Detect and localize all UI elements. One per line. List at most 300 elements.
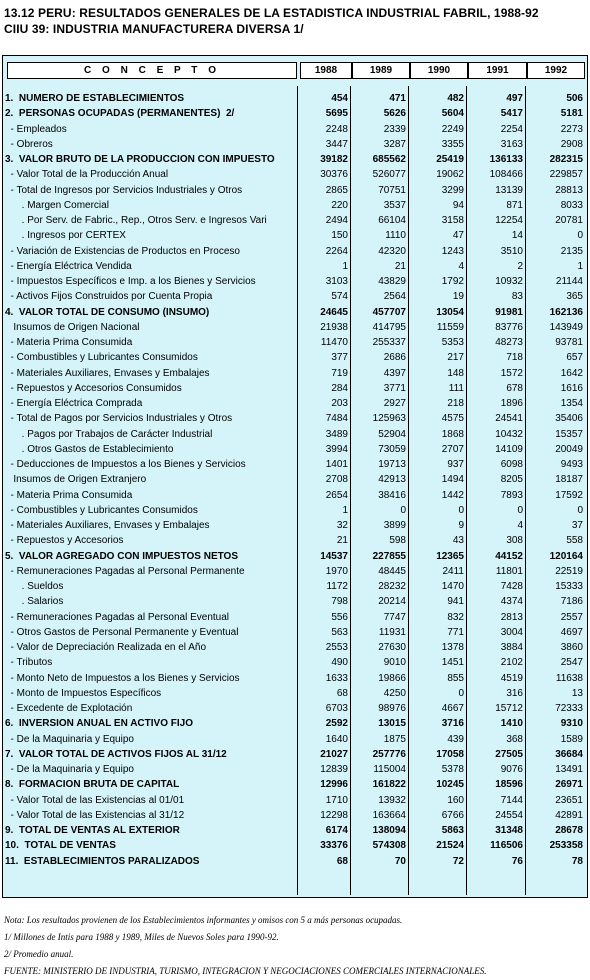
cell-1992: 2557 xyxy=(560,611,583,623)
cell-1991: 27505 xyxy=(495,748,523,760)
row-label: 4. VALOR TOTAL DE CONSUMO (INSUMO) xyxy=(5,306,210,318)
cell-1991: 678 xyxy=(506,382,523,394)
table-row xyxy=(3,350,587,365)
table-row xyxy=(3,732,587,747)
table-row xyxy=(3,122,587,137)
cell-1989: 52904 xyxy=(378,428,406,440)
row-label: 8. FORMACION BRUTA DE CAPITAL xyxy=(5,779,180,791)
cell-1991: 15712 xyxy=(495,703,523,714)
footnote-source: FUENTE: MINISTERIO DE INDUSTRIA, TURISMO, INTEGRACION Y NEGOCIACIONES COMERCIALES INTERNACIONALES. xyxy=(4,966,487,976)
cell-1988: 284 xyxy=(331,382,348,394)
cell-1990: 1243 xyxy=(441,245,464,257)
table-row xyxy=(3,640,587,655)
row-label: - Repuestos y Accesorios Consumidos xyxy=(5,382,182,394)
cell-1989: 1875 xyxy=(383,733,406,745)
table-row xyxy=(3,289,587,304)
cell-1992: 1589 xyxy=(560,733,583,745)
cell-1988: 2592 xyxy=(325,718,348,730)
cell-1991: 2813 xyxy=(500,611,523,623)
cell-1988: 2708 xyxy=(325,474,348,486)
header-year-1990: 1990 xyxy=(410,62,468,79)
cell-1989: 66104 xyxy=(378,215,406,226)
page-title xyxy=(4,5,539,37)
header-year-1989: 1989 xyxy=(352,62,410,79)
cell-1988: 14537 xyxy=(320,550,348,562)
cell-1990: 4667 xyxy=(441,703,464,714)
cell-1989: 38416 xyxy=(378,489,406,501)
cell-1988: 21 xyxy=(336,535,348,547)
table-row xyxy=(3,228,587,243)
table-header xyxy=(3,62,587,79)
cell-1988: 203 xyxy=(331,398,348,409)
cell-1990: 1494 xyxy=(441,474,464,486)
cell-1992: 558 xyxy=(566,535,583,547)
cell-1988: 32 xyxy=(336,520,348,531)
cell-1990: 771 xyxy=(447,626,464,638)
cell-1992: 8033 xyxy=(560,199,583,211)
cell-1989: 1110 xyxy=(385,230,406,242)
cell-1990: 3716 xyxy=(441,718,464,730)
cell-1989: 13015 xyxy=(378,718,406,730)
cell-1990: 1378 xyxy=(441,642,464,653)
footnote-2: 2/ Promedio anual. xyxy=(4,949,74,959)
table-row xyxy=(3,106,587,121)
cell-1990: 0 xyxy=(458,504,464,516)
cell-1991: 497 xyxy=(506,93,523,104)
cell-1992: 78 xyxy=(571,855,583,867)
cell-1989: 414795 xyxy=(372,321,406,333)
row-label: . Margen Comercial xyxy=(5,199,109,211)
cell-1990: 937 xyxy=(447,459,464,470)
cell-1988: 2248 xyxy=(325,123,348,135)
cell-1990: 439 xyxy=(447,733,464,745)
cell-1990: 217 xyxy=(447,352,464,364)
table-row xyxy=(3,137,587,152)
table-row xyxy=(3,335,587,350)
cell-1991: 3004 xyxy=(500,626,523,638)
row-label: . Otros Gastos de Establecimiento xyxy=(5,443,174,455)
cell-1991: 4374 xyxy=(500,596,523,608)
cell-1991: 24554 xyxy=(495,809,523,821)
cell-1988: 2264 xyxy=(325,245,348,257)
row-label: 2. PERSONAS OCUPADAS (PERMANENTES) 2/ xyxy=(5,108,235,120)
cell-1990: 3299 xyxy=(441,184,464,196)
cell-1988: 21938 xyxy=(320,321,348,333)
cell-1991: 48273 xyxy=(495,337,523,348)
cell-1990: 94 xyxy=(452,199,464,211)
cell-1992: 282315 xyxy=(549,154,583,165)
table-row xyxy=(3,442,587,457)
cell-1989: 70 xyxy=(394,855,406,867)
cell-1990: 5604 xyxy=(441,108,464,120)
table-row xyxy=(3,411,587,426)
cell-1992: 28813 xyxy=(555,184,583,196)
cell-1991: 4 xyxy=(517,520,523,531)
cell-1988: 12298 xyxy=(320,809,348,821)
row-label: 9. TOTAL DE VENTAS AL EXTERIOR xyxy=(5,825,180,836)
row-label: - Tributos xyxy=(5,657,53,669)
table-row xyxy=(3,777,587,792)
cell-1988: 68 xyxy=(336,687,348,699)
row-label: - Remuneraciones Pagadas al Personal Permanente xyxy=(5,565,245,577)
cell-1992: 506 xyxy=(566,93,583,104)
cell-1989: 48445 xyxy=(378,565,406,577)
cell-1991: 44152 xyxy=(495,550,523,562)
cell-1989: 28232 xyxy=(378,581,406,592)
cell-1992: 0 xyxy=(577,504,583,516)
row-label: - Valor de Depreciación Realizada en el Año xyxy=(5,642,207,653)
cell-1989: 3899 xyxy=(383,520,406,531)
cell-1988: 1 xyxy=(342,260,348,272)
cell-1992: 9310 xyxy=(560,718,583,730)
cell-1991: 6098 xyxy=(500,459,523,470)
table-row xyxy=(3,274,587,289)
cell-1989: 2564 xyxy=(383,291,406,303)
row-label: 10. TOTAL DE VENTAS xyxy=(5,840,116,852)
row-label: - Remuneraciones Pagadas al Personal Eventual xyxy=(5,611,230,623)
cell-1988: 3447 xyxy=(325,138,348,150)
cell-1989: 0 xyxy=(400,504,406,516)
table-row xyxy=(3,305,587,320)
table-row xyxy=(3,762,587,777)
cell-1989: 227855 xyxy=(372,550,406,562)
table-row xyxy=(3,488,587,503)
cell-1989: 19866 xyxy=(378,672,406,684)
row-label: - Excedente de Explotación xyxy=(5,703,133,714)
cell-1991: 308 xyxy=(506,535,523,547)
cell-1991: 31348 xyxy=(495,825,523,836)
table-row xyxy=(3,747,587,762)
cell-1988: 798 xyxy=(331,596,348,608)
cell-1988: 33376 xyxy=(320,840,348,852)
row-label: - Total de Pagos por Servicios Industriales y Otros xyxy=(5,413,233,425)
table-row xyxy=(3,183,587,198)
table-row xyxy=(3,610,587,625)
cell-1988: 5695 xyxy=(325,108,348,120)
cell-1991: 871 xyxy=(506,199,523,211)
footnote-1: 1/ Millones de Intis para 1988 y 1989, Miles de Nuevos Soles para 1990-92. xyxy=(4,932,279,942)
footnotes xyxy=(4,912,486,980)
cell-1990: 43 xyxy=(452,535,464,547)
cell-1990: 9 xyxy=(458,520,464,531)
cell-1988: 3994 xyxy=(325,443,348,455)
cell-1991: 2102 xyxy=(500,657,523,669)
cell-1991: 368 xyxy=(506,733,523,745)
cell-1992: 120164 xyxy=(549,550,583,562)
cell-1988: 563 xyxy=(331,626,348,638)
cell-1990: 21524 xyxy=(436,840,464,852)
cell-1991: 3163 xyxy=(500,138,523,150)
cell-1990: 855 xyxy=(447,672,464,684)
table-row xyxy=(3,564,587,579)
table-row xyxy=(3,793,587,808)
cell-1992: 229857 xyxy=(549,169,583,181)
cell-1991: 91981 xyxy=(495,306,523,318)
cell-1988: 150 xyxy=(331,230,348,242)
cell-1991: 718 xyxy=(506,352,523,364)
cell-1989: 471 xyxy=(389,93,406,104)
cell-1992: 15333 xyxy=(555,581,583,592)
cell-1990: 832 xyxy=(447,611,464,623)
cell-1990: 2249 xyxy=(441,123,464,135)
table-row xyxy=(3,472,587,487)
row-label: - Valor Total de las Existencias al 31/12 xyxy=(5,809,185,821)
table-row xyxy=(3,716,587,731)
table-row xyxy=(3,457,587,472)
cell-1990: 5863 xyxy=(441,825,464,836)
table-row xyxy=(3,701,587,716)
cell-1989: 2339 xyxy=(383,123,406,135)
cell-1990: 1792 xyxy=(441,276,464,287)
row-label: - Materia Prima Consumida xyxy=(5,337,133,348)
table-row xyxy=(3,838,587,853)
cell-1990: 4 xyxy=(458,260,464,272)
cell-1988: 1401 xyxy=(325,459,348,470)
cell-1992: 72333 xyxy=(555,703,583,714)
table-row xyxy=(3,808,587,823)
cell-1989: 138094 xyxy=(372,825,406,836)
cell-1992: 143949 xyxy=(549,321,583,333)
row-label: - Activos Fijos Construidos por Cuenta Propia xyxy=(5,291,213,303)
row-label: - Valor Total de la Producción Anual xyxy=(5,169,169,181)
cell-1992: 37 xyxy=(571,520,583,531)
table-row xyxy=(3,366,587,381)
row-label: - Otros Gastos de Personal Permanente y Eventual xyxy=(5,626,239,638)
cell-1992: 2547 xyxy=(560,657,583,669)
row-label: - Materia Prima Consumida xyxy=(5,489,133,501)
cell-1988: 24645 xyxy=(320,306,348,318)
cell-1988: 12996 xyxy=(320,779,348,791)
cell-1988: 6703 xyxy=(325,703,348,714)
row-label: - Energía Eléctrica Comprada xyxy=(5,398,143,409)
cell-1992: 36684 xyxy=(555,748,583,760)
cell-1992: 42891 xyxy=(555,809,583,821)
row-label: Insumos de Origen Nacional xyxy=(5,321,140,333)
table-row xyxy=(3,594,587,609)
cell-1989: 115004 xyxy=(373,764,406,775)
cell-1990: 12365 xyxy=(436,550,464,562)
cell-1991: 9076 xyxy=(500,764,523,775)
cell-1991: 1896 xyxy=(500,398,523,409)
cell-1988: 7484 xyxy=(325,413,348,425)
row-label: . Salarios xyxy=(5,596,64,608)
row-label: - Variación de Existencias de Productos en Proceso xyxy=(5,245,240,257)
cell-1988: 719 xyxy=(331,367,348,379)
cell-1989: 4397 xyxy=(383,367,406,379)
cell-1990: 218 xyxy=(447,398,464,409)
cell-1990: 72 xyxy=(452,855,464,867)
cell-1990: 0 xyxy=(458,687,464,699)
cell-1988: 30376 xyxy=(320,169,348,181)
cell-1988: 1 xyxy=(342,504,348,516)
cell-1992: 23651 xyxy=(555,794,583,806)
row-label: 5. VALOR AGREGADO CON IMPUESTOS NETOS xyxy=(5,550,238,562)
row-label: . Sueldos xyxy=(5,581,64,592)
cell-1988: 2865 xyxy=(325,184,348,196)
cell-1988: 2553 xyxy=(325,642,348,653)
cell-1992: 22519 xyxy=(555,565,583,577)
cell-1992: 2908 xyxy=(560,138,583,150)
header-year-1992: 1992 xyxy=(527,62,585,79)
row-label: 11. ESTABLECIMIENTOS PARALIZADOS xyxy=(5,855,200,867)
cell-1991: 2 xyxy=(517,260,523,272)
header-year-1991: 1991 xyxy=(468,62,527,79)
cell-1989: 19713 xyxy=(378,459,406,470)
cell-1991: 14109 xyxy=(495,443,523,455)
row-label: - De la Maquinaria y Equipo xyxy=(5,733,134,745)
cell-1989: 73059 xyxy=(378,443,406,455)
cell-1988: 21027 xyxy=(320,748,348,760)
row-label: Insumos de Origen Extranjero xyxy=(5,474,147,486)
cell-1991: 10432 xyxy=(495,428,523,440)
cell-1988: 11470 xyxy=(320,337,348,348)
cell-1990: 941 xyxy=(447,596,464,608)
table-row xyxy=(3,152,587,167)
cell-1988: 556 xyxy=(331,611,348,623)
table-row xyxy=(3,625,587,640)
cell-1990: 2411 xyxy=(442,565,464,577)
cell-1989: 9010 xyxy=(383,657,406,669)
cell-1991: 18596 xyxy=(495,779,523,791)
cell-1992: 20781 xyxy=(555,215,583,226)
table-row xyxy=(3,213,587,228)
cell-1992: 1 xyxy=(577,260,583,272)
row-label: - Materiales Auxiliares, Envases y Embalajes xyxy=(5,520,210,531)
row-label: 6. INVERSION ANUAL EN ACTIVO FIJO xyxy=(5,718,193,730)
cell-1992: 5181 xyxy=(560,108,583,120)
cell-1991: 0 xyxy=(517,504,523,516)
row-label: . Ingresos por CERTEX xyxy=(5,230,126,242)
cell-1992: 28678 xyxy=(555,825,583,836)
cell-1991: 12254 xyxy=(495,215,523,226)
cell-1989: 3287 xyxy=(383,138,406,150)
table-row xyxy=(3,854,587,869)
statistics-table xyxy=(2,55,588,898)
cell-1990: 1470 xyxy=(441,581,464,592)
cell-1992: 15357 xyxy=(555,428,583,440)
cell-1989: 43829 xyxy=(378,276,406,287)
cell-1989: 125963 xyxy=(372,413,406,425)
cell-1989: 3537 xyxy=(383,199,406,211)
cell-1992: 13 xyxy=(571,687,583,699)
footnote-nota: Nota: Los resultados provienen de los Establecimientos informantes y omisos con 5 a más personas ocupadas. xyxy=(4,915,403,925)
row-label: - Valor Total de las Existencias al 01/01 xyxy=(5,794,185,806)
cell-1988: 220 xyxy=(331,199,348,211)
cell-1992: 3860 xyxy=(560,642,583,653)
cell-1990: 5353 xyxy=(441,337,464,348)
cell-1989: 13932 xyxy=(378,794,406,806)
cell-1989: 27630 xyxy=(378,642,406,653)
cell-1989: 526077 xyxy=(372,169,406,181)
cell-1989: 257776 xyxy=(372,748,406,760)
row-label: 7. VALOR TOTAL DE ACTIVOS FIJOS AL 31/12 xyxy=(5,748,227,760)
cell-1992: 162136 xyxy=(549,306,583,318)
cell-1988: 490 xyxy=(331,657,348,669)
row-label: - Impuestos Específicos e Imp. a los Bienes y Servicios xyxy=(5,276,256,287)
cell-1992: 26971 xyxy=(555,779,583,791)
row-label: - Repuestos y Accesorios xyxy=(5,535,124,547)
row-label: - Monto de Impuestos Específicos xyxy=(5,687,162,699)
cell-1989: 20214 xyxy=(378,596,406,608)
cell-1989: 4250 xyxy=(383,687,406,699)
cell-1991: 11801 xyxy=(495,565,523,577)
cell-1992: 657 xyxy=(566,352,583,364)
cell-1988: 1640 xyxy=(325,733,348,745)
cell-1992: 253358 xyxy=(549,840,583,852)
cell-1990: 1442 xyxy=(441,489,464,501)
row-label: - Empleados xyxy=(5,123,67,135)
cell-1988: 1633 xyxy=(325,672,348,684)
cell-1991: 136133 xyxy=(489,154,523,165)
cell-1988: 377 xyxy=(331,352,348,364)
row-label: - Energía Eléctrica Vendida xyxy=(5,260,132,272)
cell-1989: 574308 xyxy=(372,840,406,852)
row-label: 3. VALOR BRUTO DE LA PRODUCCION CON IMPUESTO xyxy=(5,154,275,165)
cell-1990: 482 xyxy=(447,93,464,104)
row-label: - Monto Neto de Impuestos a los Bienes y Servicios xyxy=(5,672,240,684)
cell-1990: 47 xyxy=(452,230,464,242)
cell-1989: 42913 xyxy=(378,474,406,486)
cell-1990: 1451 xyxy=(441,657,464,669)
row-label: - Combustibles y Lubricantes Consumidos xyxy=(5,352,198,364)
cell-1991: 3510 xyxy=(500,245,523,257)
title-line-2: CIIU 39: INDUSTRIA MANUFACTURERA DIVERSA 1/ xyxy=(4,22,304,36)
cell-1988: 454 xyxy=(331,93,348,104)
cell-1992: 9493 xyxy=(560,459,583,470)
cell-1989: 21 xyxy=(394,260,406,272)
cell-1991: 116506 xyxy=(490,840,523,852)
cell-1992: 7186 xyxy=(560,596,583,608)
cell-1988: 1172 xyxy=(326,581,348,592)
cell-1990: 3355 xyxy=(441,138,464,150)
cell-1991: 316 xyxy=(506,687,523,699)
cell-1991: 7144 xyxy=(500,794,523,806)
cell-1991: 7428 xyxy=(500,581,523,592)
cell-1992: 2135 xyxy=(560,245,583,257)
cell-1990: 3158 xyxy=(441,215,464,226)
cell-1991: 4519 xyxy=(500,672,523,684)
cell-1988: 39182 xyxy=(320,154,348,165)
cell-1992: 0 xyxy=(577,230,583,242)
cell-1990: 19 xyxy=(452,291,464,303)
table-row xyxy=(3,655,587,670)
table-row xyxy=(3,533,587,548)
cell-1988: 3489 xyxy=(325,428,348,440)
cell-1992: 1616 xyxy=(560,382,583,394)
cell-1988: 2654 xyxy=(325,489,348,501)
cell-1989: 685562 xyxy=(372,154,406,165)
cell-1990: 2707 xyxy=(441,443,464,455)
table-row xyxy=(3,198,587,213)
table-row xyxy=(3,823,587,838)
table-row xyxy=(3,244,587,259)
row-label: - Total de Ingresos por Servicios Industriales y Otros xyxy=(5,184,243,196)
cell-1991: 13139 xyxy=(495,184,523,196)
cell-1989: 2686 xyxy=(383,352,406,364)
cell-1989: 163664 xyxy=(372,809,406,821)
cell-1990: 1868 xyxy=(441,428,464,440)
cell-1991: 108466 xyxy=(489,169,523,181)
cell-1992: 4697 xyxy=(560,626,583,638)
table-row xyxy=(3,579,587,594)
cell-1992: 17592 xyxy=(555,489,583,501)
cell-1991: 14 xyxy=(511,230,523,242)
cell-1989: 255337 xyxy=(372,337,406,348)
cell-1990: 111 xyxy=(448,382,464,394)
row-label: - Combustibles y Lubricantes Consumidos xyxy=(5,504,198,516)
cell-1989: 2927 xyxy=(383,398,406,409)
table-row xyxy=(3,320,587,335)
